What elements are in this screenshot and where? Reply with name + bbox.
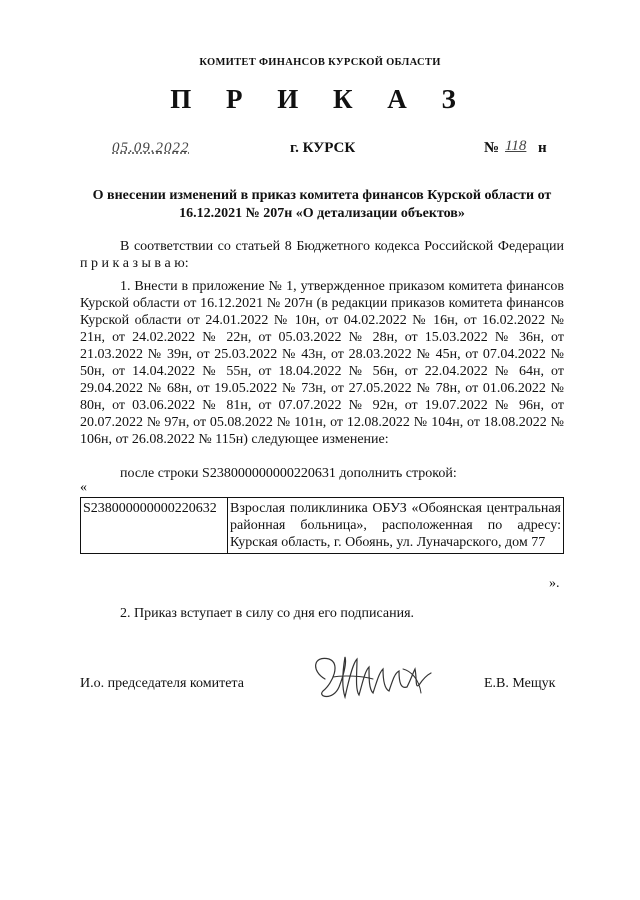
committee-heading: КОМИТЕТ ФИНАНСОВ КУРСКОЙ ОБЛАСТИ [199, 57, 441, 68]
paragraph-1: 1. Внести в приложение № 1, утвержденное приказом комитета финансов Курской области от 16.12.2021 № 207н (в редакции приказов комитета финансов Курской области от 24.01.2022 № 10н, от 04.02.2022 № 16н, от 16.02.2022 № 21н, от 24.02.2022 № 22н, от 05.03.2022 № 28н, от 15.03.2022 № 36н, от 21.03.2022 № 39н, от 25.03.2022 № 43н, от 28.03.2022 № 45н, от 07.04.2022 № 50н, от 14.04.2022 № 55н, от 18.04.2022 № 56н, от 22.04.2022 № 64н, от 29.04.2022 № 68н, от 19.05.2022 № 73н, от 27.05.2022 № 78н, от 01.06.2022 № 80н, от 03.06.2022 № 81н, от 07.07.2022 № 92н, от 19.07.2022 № 96н, от 20.07.2022 № 97н, от 05.08.2022 № 101н, от 12.08.2022 № 104н, от 18.08.2022 № 106н, от 26.08.2022 № 115н) следующее изменение: [80, 279, 564, 447]
city-label: г. КУРСК [290, 140, 356, 156]
table-row [81, 498, 564, 554]
signatory-name: Е.В. Мещук [484, 676, 556, 691]
signatory-role: И.о. председателя комитета [80, 676, 244, 691]
handwritten-order-number: 118 [505, 138, 527, 154]
object-description-cell: Взрослая поликлиника ОБУЗ «Обоянская центральная районная больница», расположенная по адресу: Курская область, г. Обоянь, ул. Луначарского, дом 77 [228, 498, 564, 554]
paragraph-2: 2. Приказ вступает в силу со дня его подписания. [120, 606, 415, 621]
handwritten-signature [303, 649, 443, 709]
order-number-suffix: н [538, 140, 547, 156]
intro-paragraph: В соответствии со статьей 8 Бюджетного кодекса Российской Федерации п р и к а з ы в а ю: [80, 239, 564, 271]
insert-instruction: после строки S238000000000220631 дополнить строкой: [120, 466, 457, 481]
object-code-cell: S238000000000220632 [81, 498, 228, 554]
order-subject: О внесении изменений в приказ комитета финансов Курской области от 16.12.2021 № 207н «О детализации объектов» [92, 188, 552, 221]
order-number-label: № [484, 140, 500, 156]
opening-quote: « [80, 480, 87, 495]
closing-quote: ». [549, 576, 560, 591]
document-title: П Р И К А З [170, 84, 470, 114]
inserted-row-table [80, 497, 564, 554]
handwritten-date: 05.09.2022 [112, 140, 190, 156]
